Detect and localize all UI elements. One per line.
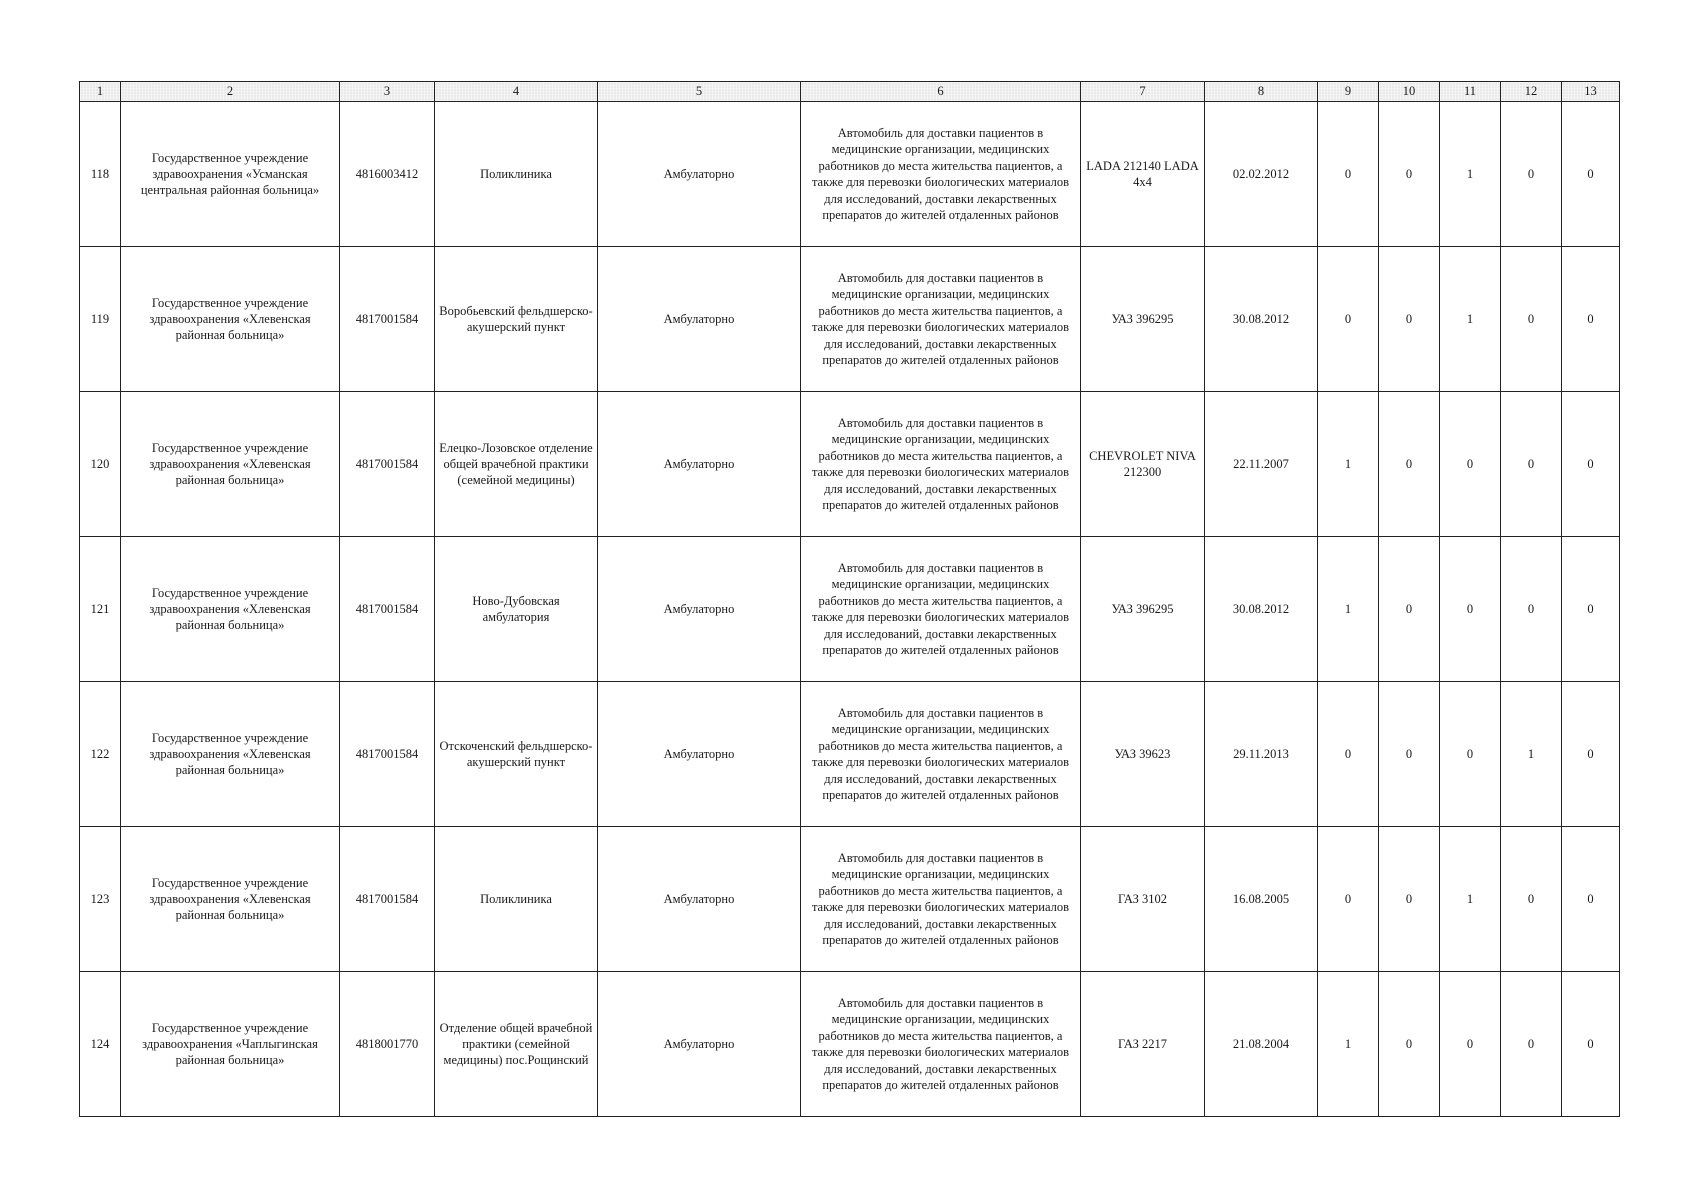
care-type: Амбулаторно — [598, 827, 801, 972]
vehicle-purpose: Автомобиль для доставки пациентов в медицинские организации, медицинских работников до места жительства пациентов, а также для перевозки биологических материалов для исследований, доставки лекарственных препаратов до жителей отдаленных районов — [801, 392, 1081, 537]
col-9-value: 0 — [1318, 247, 1379, 392]
column-header: 9 — [1318, 82, 1379, 102]
column-header: 11 — [1440, 82, 1501, 102]
subdivision-name: Ново-Дубовская амбулатория — [435, 537, 598, 682]
table-row — [80, 537, 1620, 682]
column-header: 13 — [1562, 82, 1620, 102]
vehicle-registry-table — [79, 81, 1620, 1117]
column-header: 10 — [1379, 82, 1440, 102]
registration-date: 22.11.2007 — [1205, 392, 1318, 537]
table-row — [80, 392, 1620, 537]
col-13-value: 0 — [1562, 247, 1620, 392]
care-type: Амбулаторно — [598, 972, 801, 1117]
vehicle-model: УАЗ 39623 — [1081, 682, 1205, 827]
row-number: 121 — [80, 537, 121, 682]
col-11-value: 1 — [1440, 247, 1501, 392]
col-12-value: 0 — [1501, 537, 1562, 682]
col-12-value: 1 — [1501, 682, 1562, 827]
vehicle-purpose: Автомобиль для доставки пациентов в медицинские организации, медицинских работников до места жительства пациентов, а также для перевозки биологических материалов для исследований, доставки лекарственных препаратов до жителей отдаленных районов — [801, 537, 1081, 682]
registration-date: 29.11.2013 — [1205, 682, 1318, 827]
organization-name: Государственное учреждение здравоохранения «Чаплыгинская районная больница» — [121, 972, 340, 1117]
care-type: Амбулаторно — [598, 682, 801, 827]
vehicle-model: CHEVROLET NIVA 212300 — [1081, 392, 1205, 537]
care-type: Амбулаторно — [598, 247, 801, 392]
registration-date: 30.08.2012 — [1205, 247, 1318, 392]
table-row — [80, 972, 1620, 1117]
col-9-value: 1 — [1318, 537, 1379, 682]
care-type: Амбулаторно — [598, 537, 801, 682]
vehicle-purpose: Автомобиль для доставки пациентов в медицинские организации, медицинских работников до места жительства пациентов, а также для перевозки биологических материалов для исследований, доставки лекарственных препаратов до жителей отдаленных районов — [801, 827, 1081, 972]
col-13-value: 0 — [1562, 392, 1620, 537]
col-12-value: 0 — [1501, 247, 1562, 392]
row-number: 122 — [80, 682, 121, 827]
col-10-value: 0 — [1379, 682, 1440, 827]
column-header: 3 — [340, 82, 435, 102]
column-header: 2 — [121, 82, 340, 102]
col-11-value: 0 — [1440, 537, 1501, 682]
organization-name: Государственное учреждение здравоохранения «Усманская центральная районная больница» — [121, 102, 340, 247]
subdivision-name: Елецко-Лозовское отделение общей врачебной практики (семейной медицины) — [435, 392, 598, 537]
col-9-value: 0 — [1318, 102, 1379, 247]
organization-name: Государственное учреждение здравоохранения «Хлевенская районная больница» — [121, 682, 340, 827]
col-9-value: 1 — [1318, 972, 1379, 1117]
table-row — [80, 827, 1620, 972]
vehicle-purpose: Автомобиль для доставки пациентов в медицинские организации, медицинских работников до места жительства пациентов, а также для перевозки биологических материалов для исследований, доставки лекарственных препаратов до жителей отдаленных районов — [801, 682, 1081, 827]
row-number: 123 — [80, 827, 121, 972]
col-11-value: 0 — [1440, 682, 1501, 827]
col-11-value: 1 — [1440, 102, 1501, 247]
organization-name: Государственное учреждение здравоохранения «Хлевенская районная больница» — [121, 827, 340, 972]
vehicle-model: ГАЗ 2217 — [1081, 972, 1205, 1117]
vehicle-model: LADA 212140 LADA 4x4 — [1081, 102, 1205, 247]
inn-number: 4818001770 — [340, 972, 435, 1117]
column-header: 7 — [1081, 82, 1205, 102]
col-10-value: 0 — [1379, 537, 1440, 682]
column-header: 5 — [598, 82, 801, 102]
column-header: 8 — [1205, 82, 1318, 102]
care-type: Амбулаторно — [598, 102, 801, 247]
col-10-value: 0 — [1379, 827, 1440, 972]
col-13-value: 0 — [1562, 972, 1620, 1117]
subdivision-name: Отскоченский фельдшерско-акушерский пункт — [435, 682, 598, 827]
col-13-value: 0 — [1562, 827, 1620, 972]
row-number: 118 — [80, 102, 121, 247]
vehicle-model: ГАЗ 3102 — [1081, 827, 1205, 972]
registration-date: 21.08.2004 — [1205, 972, 1318, 1117]
row-number: 124 — [80, 972, 121, 1117]
registration-date: 02.02.2012 — [1205, 102, 1318, 247]
column-header: 4 — [435, 82, 598, 102]
inn-number: 4817001584 — [340, 682, 435, 827]
inn-number: 4817001584 — [340, 247, 435, 392]
organization-name: Государственное учреждение здравоохранения «Хлевенская районная больница» — [121, 537, 340, 682]
inn-number: 4817001584 — [340, 827, 435, 972]
col-11-value: 0 — [1440, 392, 1501, 537]
col-9-value: 1 — [1318, 392, 1379, 537]
vehicle-purpose: Автомобиль для доставки пациентов в медицинские организации, медицинских работников до места жительства пациентов, а также для перевозки биологических материалов для исследований, доставки лекарственных препаратов до жителей отдаленных районов — [801, 247, 1081, 392]
col-9-value: 0 — [1318, 827, 1379, 972]
col-12-value: 0 — [1501, 102, 1562, 247]
col-12-value: 0 — [1501, 827, 1562, 972]
col-11-value: 1 — [1440, 827, 1501, 972]
table-row — [80, 247, 1620, 392]
col-13-value: 0 — [1562, 102, 1620, 247]
inn-number: 4817001584 — [340, 537, 435, 682]
col-10-value: 0 — [1379, 247, 1440, 392]
col-12-value: 0 — [1501, 972, 1562, 1117]
table-row — [80, 682, 1620, 827]
column-number-row — [80, 82, 1620, 102]
subdivision-name: Поликлиника — [435, 827, 598, 972]
inn-number: 4816003412 — [340, 102, 435, 247]
vehicle-model: УАЗ 396295 — [1081, 537, 1205, 682]
col-9-value: 0 — [1318, 682, 1379, 827]
column-header: 1 — [80, 82, 121, 102]
vehicle-purpose: Автомобиль для доставки пациентов в медицинские организации, медицинских работников до места жительства пациентов, а также для перевозки биологических материалов для исследований, доставки лекарственных препаратов до жителей отдаленных районов — [801, 972, 1081, 1117]
row-number: 119 — [80, 247, 121, 392]
vehicle-model: УАЗ 396295 — [1081, 247, 1205, 392]
organization-name: Государственное учреждение здравоохранения «Хлевенская районная больница» — [121, 247, 340, 392]
col-11-value: 0 — [1440, 972, 1501, 1117]
col-10-value: 0 — [1379, 392, 1440, 537]
col-13-value: 0 — [1562, 682, 1620, 827]
col-10-value: 0 — [1379, 102, 1440, 247]
col-12-value: 0 — [1501, 392, 1562, 537]
column-header: 6 — [801, 82, 1081, 102]
care-type: Амбулаторно — [598, 392, 801, 537]
organization-name: Государственное учреждение здравоохранения «Хлевенская районная больница» — [121, 392, 340, 537]
subdivision-name: Отделение общей врачебной практики (семейной медицины) пос.Рощинский — [435, 972, 598, 1117]
subdivision-name: Поликлиника — [435, 102, 598, 247]
row-number: 120 — [80, 392, 121, 537]
col-13-value: 0 — [1562, 537, 1620, 682]
inn-number: 4817001584 — [340, 392, 435, 537]
registration-date: 30.08.2012 — [1205, 537, 1318, 682]
column-header: 12 — [1501, 82, 1562, 102]
vehicle-purpose: Автомобиль для доставки пациентов в медицинские организации, медицинских работников до места жительства пациентов, а также для перевозки биологических материалов для исследований, доставки лекарственных препаратов до жителей отдаленных районов — [801, 102, 1081, 247]
col-10-value: 0 — [1379, 972, 1440, 1117]
registration-date: 16.08.2005 — [1205, 827, 1318, 972]
table-row — [80, 102, 1620, 247]
subdivision-name: Воробьевский фельдшерско-акушерский пункт — [435, 247, 598, 392]
